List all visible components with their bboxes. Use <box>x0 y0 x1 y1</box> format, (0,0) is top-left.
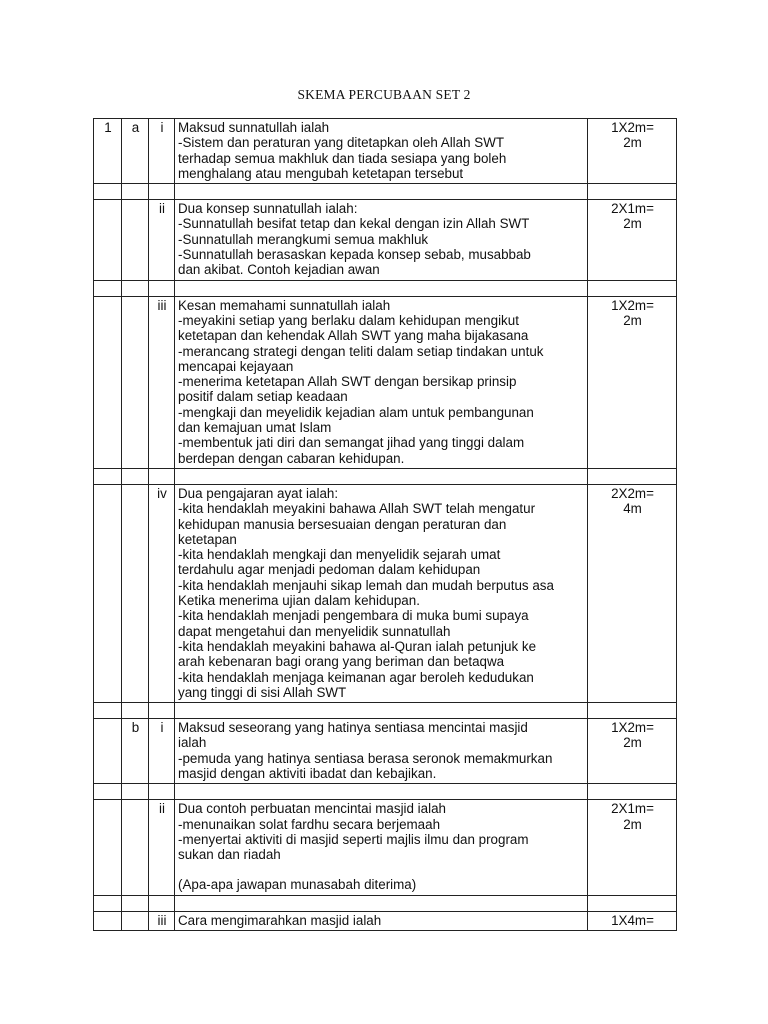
answer-line: -kita hendaklah meyakini bahawa Allah SWT telah mengatur <box>178 501 536 517</box>
spacer-cell <box>175 184 588 200</box>
mark-allocation: 2X1m= <box>611 201 654 217</box>
spacer-cell <box>149 895 175 911</box>
spacer-cell <box>149 703 175 719</box>
answer-row <box>94 719 677 784</box>
answer-line: mencapai kejayaan <box>178 358 294 374</box>
answer-line: Kesan memahami sunnatullah ialah <box>178 297 391 313</box>
spacer-cell <box>122 895 149 911</box>
spacer-row <box>94 184 677 200</box>
part-numeral: iii <box>149 296 175 468</box>
answer-line: -mengkaji dan meyelidik kejadian alam untuk pembangunan <box>178 404 534 420</box>
sub-question-letter <box>122 296 149 468</box>
mark-cell <box>588 296 677 468</box>
marking-scheme-body <box>94 119 677 931</box>
answer-line: -Sunnatullah besifat tetap dan kekal dengan izin Allah SWT <box>178 216 530 232</box>
part-numeral: i <box>149 119 175 184</box>
spacer-row <box>94 280 677 296</box>
mark-allocation: 2X2m= <box>611 485 654 501</box>
answer-line: ialah <box>178 735 207 751</box>
spacer-cell <box>94 468 122 484</box>
mark-allocation: 1X2m= <box>611 120 654 135</box>
spacer-cell <box>588 784 677 800</box>
mark-allocation: 4m <box>623 501 642 517</box>
spacer-row <box>94 895 677 911</box>
mark-allocation: 2m <box>623 735 642 751</box>
answer-line: dan akibat. Contoh kejadian awan <box>178 262 380 278</box>
answer-line: -kita hendaklah mengkaji dan menyelidik sejarah umat <box>178 547 501 563</box>
answer-line <box>178 862 585 877</box>
answer-line: (Apa-apa jawapan munasabah diterima) <box>178 877 417 893</box>
answer-row <box>94 119 677 184</box>
question-number <box>94 719 122 784</box>
answer-row <box>94 800 677 895</box>
answer-cell <box>175 484 588 702</box>
answer-line: -meyakini setiap yang berlaku dalam kehidupan mengikut <box>178 312 519 328</box>
answer-cell <box>175 296 588 468</box>
spacer-cell <box>94 280 122 296</box>
sub-question-letter <box>122 484 149 702</box>
answer-line: -Sistem dan peraturan yang ditetapkan oleh Allah SWT <box>178 135 505 151</box>
answer-line: Maksud seseorang yang hatinya sentiasa mencintai masjid <box>178 720 528 736</box>
spacer-cell <box>122 784 149 800</box>
answer-line: Dua konsep sunnatullah ialah: <box>178 201 358 217</box>
question-number <box>94 800 122 895</box>
mark-allocation: 1X2m= <box>611 297 654 313</box>
answer-line: -Sunnatullah merangkumi semua makhluk <box>178 231 429 247</box>
spacer-cell <box>122 184 149 200</box>
answer-line: menghalang atau mengubah ketetapan tersebut <box>178 165 464 181</box>
answer-line: -kita hendaklah meyakini bahawa al-Quran ialah petunjuk ke <box>178 638 537 654</box>
spacer-cell <box>94 895 122 911</box>
spacer-cell <box>94 784 122 800</box>
spacer-cell <box>149 784 175 800</box>
answer-line: Dua contoh perbuatan mencintai masjid ialah <box>178 801 446 817</box>
sub-question-letter <box>122 200 149 280</box>
part-numeral: iii <box>149 911 175 930</box>
spacer-cell <box>175 784 588 800</box>
sub-question-letter <box>122 800 149 895</box>
spacer-cell <box>94 703 122 719</box>
answer-cell <box>175 719 588 784</box>
spacer-cell <box>149 184 175 200</box>
mark-cell <box>588 119 677 184</box>
answer-line: dapat mengetahui dan menyelidik sunnatullah <box>178 623 451 639</box>
answer-line: -Sunnatullah berasaskan kepada konsep sebab, musabbab <box>178 247 531 263</box>
marking-scheme-table <box>93 118 677 931</box>
answer-line: masjid dengan aktiviti ibadat dan kebajikan. <box>178 765 437 781</box>
answer-line: -kita hendaklah menjauhi sikap lemah dan mudah berputus asa <box>178 577 554 593</box>
spacer-cell <box>122 703 149 719</box>
answer-row <box>94 296 677 468</box>
question-number: 1 <box>94 119 122 184</box>
spacer-cell <box>122 468 149 484</box>
part-numeral: ii <box>149 200 175 280</box>
part-numeral: ii <box>149 800 175 895</box>
mark-cell <box>588 800 677 895</box>
answer-line: kehidupan manusia bersesuaian dengan peraturan dan <box>178 516 507 532</box>
spacer-cell <box>588 184 677 200</box>
answer-row <box>94 200 677 280</box>
answer-line: Maksud sunnatullah ialah <box>178 120 330 135</box>
answer-line: Dua pengajaran ayat ialah: <box>178 485 339 501</box>
sub-question-letter: b <box>122 719 149 784</box>
mark-allocation: 2m <box>623 816 642 832</box>
answer-line: -kita hendaklah menjaga keimanan agar beroleh kedudukan <box>178 669 534 685</box>
part-numeral: iv <box>149 484 175 702</box>
mark-cell <box>588 719 677 784</box>
mark-allocation: 2X1m= <box>611 801 654 817</box>
answer-line: Cara mengimarahkan masjid ialah <box>178 912 382 928</box>
answer-cell <box>175 200 588 280</box>
mark-allocation: 2m <box>623 312 642 328</box>
spacer-row <box>94 784 677 800</box>
answer-line: -merancang strategi dengan teliti dalam setiap tindakan untuk <box>178 343 544 359</box>
question-number <box>94 200 122 280</box>
spacer-cell <box>588 468 677 484</box>
answer-line: -menyertai aktiviti di masjid seperti majlis ilmu dan program <box>178 831 529 847</box>
spacer-cell <box>175 703 588 719</box>
answer-line: positif dalam setiap keadaan <box>178 389 348 405</box>
answer-line: -menunaikan solat fardhu secara berjemaah <box>178 816 441 832</box>
answer-line: yang tinggi di sisi Allah SWT <box>178 684 347 700</box>
spacer-cell <box>588 703 677 719</box>
spacer-cell <box>588 895 677 911</box>
answer-line: dan kemajuan umat Islam <box>178 420 332 436</box>
answer-cell <box>175 911 588 930</box>
answer-line: berdepan dengan cabaran kehidupan. <box>178 450 405 466</box>
mark-allocation: 1X4m= <box>611 912 654 928</box>
sub-question-letter <box>122 911 149 930</box>
spacer-cell <box>175 895 588 911</box>
answer-cell <box>175 119 588 184</box>
question-number <box>94 484 122 702</box>
answer-cell <box>175 800 588 895</box>
part-numeral: i <box>149 719 175 784</box>
answer-line: ketetapan <box>178 531 237 547</box>
answer-line: Ketika menerima ujian dalam kehidupan. <box>178 593 420 609</box>
answer-line: -menerima ketetapan Allah SWT dengan bersikap prinsip <box>178 374 517 390</box>
spacer-row <box>94 703 677 719</box>
answer-line: -membentuk jati diri dan semangat jihad yang tinggi dalam <box>178 435 525 451</box>
spacer-cell <box>149 280 175 296</box>
answer-line: ketetapan dan kehendak Allah SWT yang maha bijakasana <box>178 328 529 344</box>
spacer-cell <box>588 280 677 296</box>
answer-line: -kita hendaklah menjadi pengembara di muka bumi supaya <box>178 608 529 624</box>
answer-row <box>94 911 677 930</box>
answer-line: -pemuda yang hatinya sentiasa berasa seronok memakmurkan <box>178 750 553 766</box>
mark-allocation: 2m <box>623 216 642 232</box>
spacer-cell <box>175 280 588 296</box>
spacer-cell <box>94 184 122 200</box>
document-title: SKEMA PERCUBAAN SET 2 <box>297 87 471 102</box>
question-number <box>94 911 122 930</box>
mark-cell <box>588 911 677 930</box>
mark-cell <box>588 484 677 702</box>
mark-allocation: 2m <box>623 135 642 151</box>
answer-line: arah kebenaran bagi orang yang beriman dan betaqwa <box>178 654 505 670</box>
spacer-row <box>94 468 677 484</box>
mark-cell <box>588 200 677 280</box>
question-number <box>94 296 122 468</box>
spacer-cell <box>122 280 149 296</box>
spacer-cell <box>149 468 175 484</box>
answer-line: terdahulu agar menjadi pedoman dalam kehidupan <box>178 562 481 578</box>
answer-row <box>94 484 677 702</box>
answer-line: terhadap semua makhluk dan tiada sesiapa yang boleh <box>178 150 507 166</box>
mark-allocation: 1X2m= <box>611 720 654 736</box>
answer-line: sukan dan riadah <box>178 847 281 863</box>
spacer-cell <box>175 468 588 484</box>
sub-question-letter: a <box>122 119 149 184</box>
